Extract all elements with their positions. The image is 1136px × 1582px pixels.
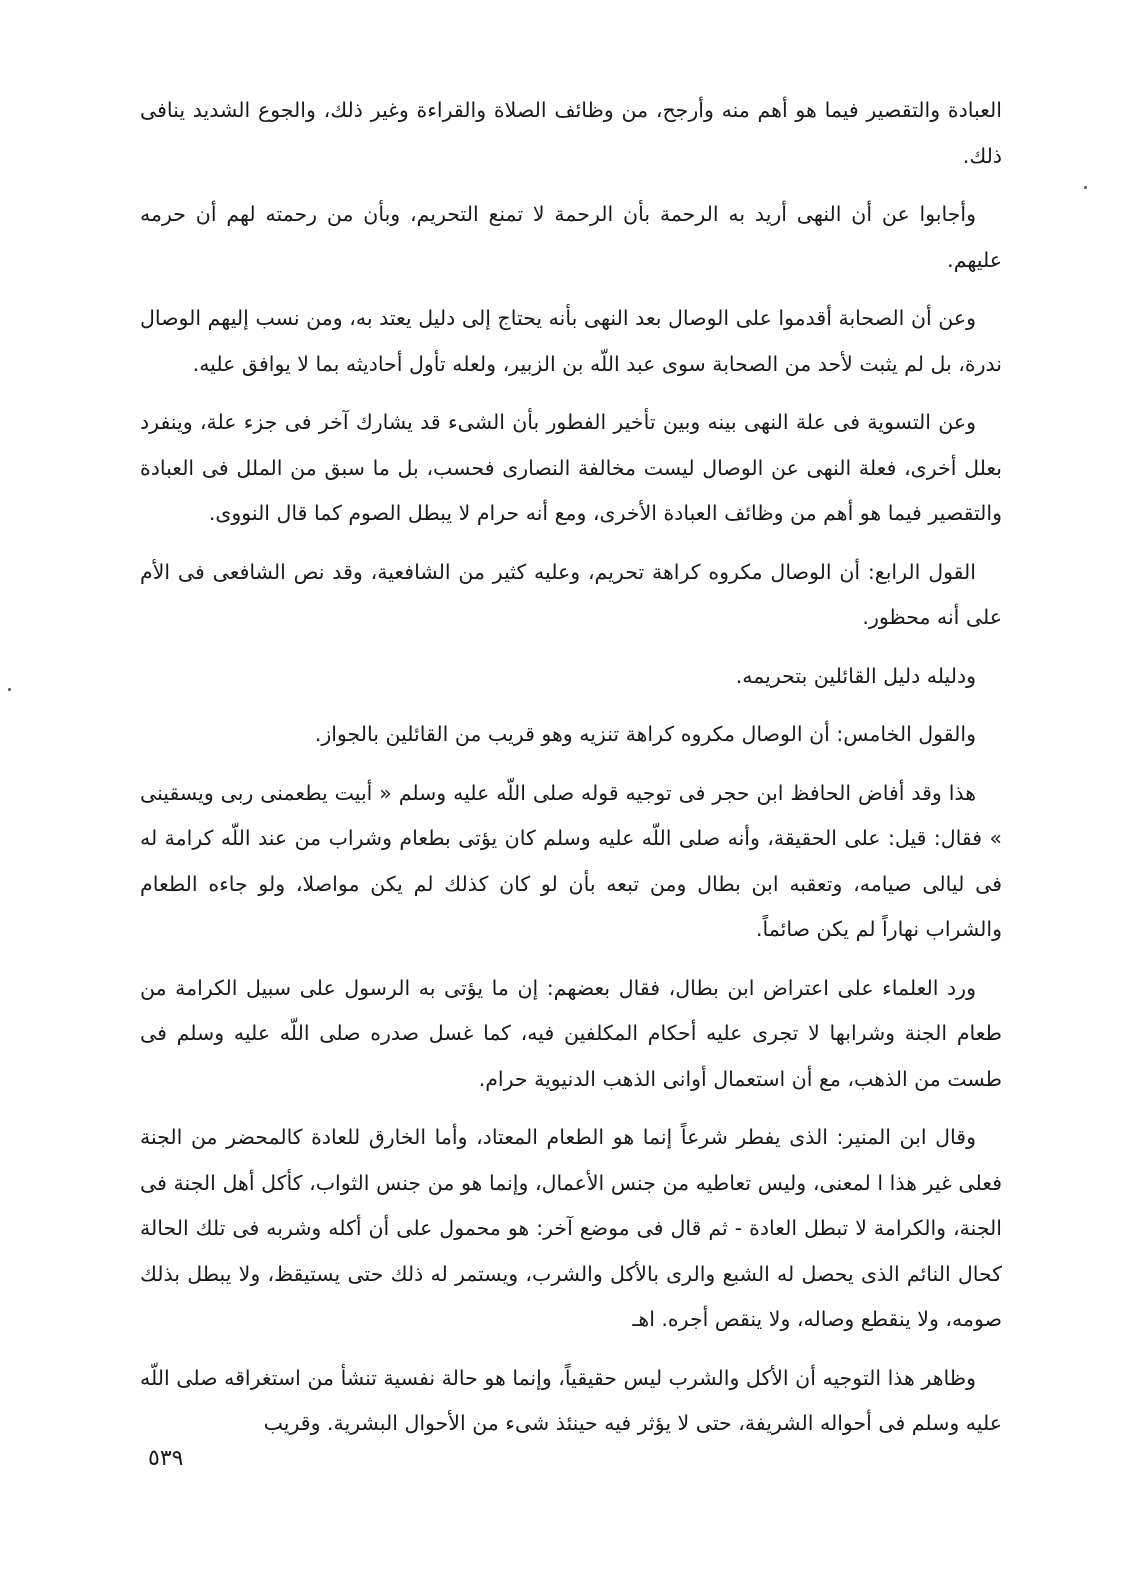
paragraph-2: وأجابوا عن أن النهى أريد به الرحمة بأن الرحمة لا تمنع التحريم، وبأن من رحمته لهم أن حرمه عليهم. — [140, 202, 1002, 272]
scan-speck — [8, 688, 11, 691]
scan-speck — [1084, 186, 1087, 189]
paragraph-5: القول الرابع: أن الوصال مكروه كراهة تحريم، وعليه كثير من الشافعية، وقد نص الشافعى فى الأم على أنه محظور. — [140, 559, 1002, 629]
paragraph-3: وعن أن الصحابة أقدموا على الوصال بعد النهى بأنه يحتاج إلى دليل يعتد به، ومن نسب إليهم الوصال ندرة، بل لم يثبت لأحد من الصحابة سوى عبد اللّه بن الزبير، ولعله تأول أحاديثه بما لا يوافق عليه. — [140, 306, 1002, 376]
paragraph-11: وظاهر هذا التوجيه أن الأكل والشرب ليس حقيقياً، وإنما هو حالة نفسية تنشأ من استغراقه صلى اللّه عليه وسلم فى أحواله الشريفة، حتى لا يؤثر فيه حينئذ شىء من الأحوال البشرية. وقريب — [140, 1365, 1002, 1435]
paragraph-10: وقال ابن المنير: الذى يفطر شرعاً إنما هو الطعام المعتاد، وأما الخارق للعادة كالمحضر من الجنة فعلى غير هذا ا لمعنى، وليس تعاطيه من جنس الأعمال، وإنما هو من جنس الثواب، كأكل أهل الجنة فى الجنة، والكرامة لا تبطل العادة - ثم قال فى موضع آخر: هو محمول على أن أكله وشربه فى تلك الحالة كحال النائم الذى يحصل له الشبع والرى بالأكل والشرب، ويستمر له ذلك حتى يستيقظ، ولا يبطل بذلك صومه، ولا ينقطع وصاله، ولا ينقص أجره. اهـ — [140, 1125, 1002, 1331]
paragraph-6: ودليله دليل القائلين بتحريمه. — [735, 663, 976, 688]
page-number: ٥٣٩ — [148, 1446, 184, 1471]
paragraph-7: والقول الخامس: أن الوصال مكروه كراهة تنزيه وهو قريب من القائلين بالجواز. — [314, 722, 976, 746]
paragraph-9: ورد العلماء على اعتراض ابن بطال، فقال بعضهم: إن ما يؤتى به الرسول على سبيل الكرامة من طعام الجنة وشرابها لا تجرى عليه أحكام المكلفين فيه، كما غسل صدره صلى اللّه عليه وسلم فى طست من الذهب، مع أن استعمال أوانى الذهب الدنيوية حرام. — [140, 975, 1002, 1091]
paragraph-1: العبادة والتقصير فيما هو أهم منه وأرجح، من وظائف الصلاة والقراءة وغير ذلك، والجوع الشديد ينافى ذلك. — [140, 98, 1002, 168]
paragraph-8: هذا وقد أفاض الحافظ ابن حجر فى توجيه قوله صلى اللّه عليه وسلم « أبيت يطعمنى ربى ويسقينى » فقال: قيل: على الحقيقة، وأنه صلى اللّه عليه وسلم كان يؤتى بطعام وشراب من عند اللّه كرامة له فى ليالى صيامه، وتعقبه ابن بطال ومن تبعه بأن لو كان كذلك لم يكن مواصلا، ولو جاءه الطعام والشراب نهاراً لم يكن صائماً. — [140, 780, 1002, 941]
paragraph-4: وعن التسوية فى علة النهى بينه وبين تأخير الفطور بأن الشىء قد يشارك آخر فى جزء علة، وينفرد بعلل أخرى، فعلة النهى عن الوصال ليست مخالفة النصارى فحسب، بل ما سبق من الملل فى العبادة والتقصير فيما هو أهم من وظائف العبادة الأخرى، ومع أنه حرام لا يبطل الصوم كما قال النووى. — [140, 410, 1002, 525]
page-body — [140, 88, 1002, 1460]
